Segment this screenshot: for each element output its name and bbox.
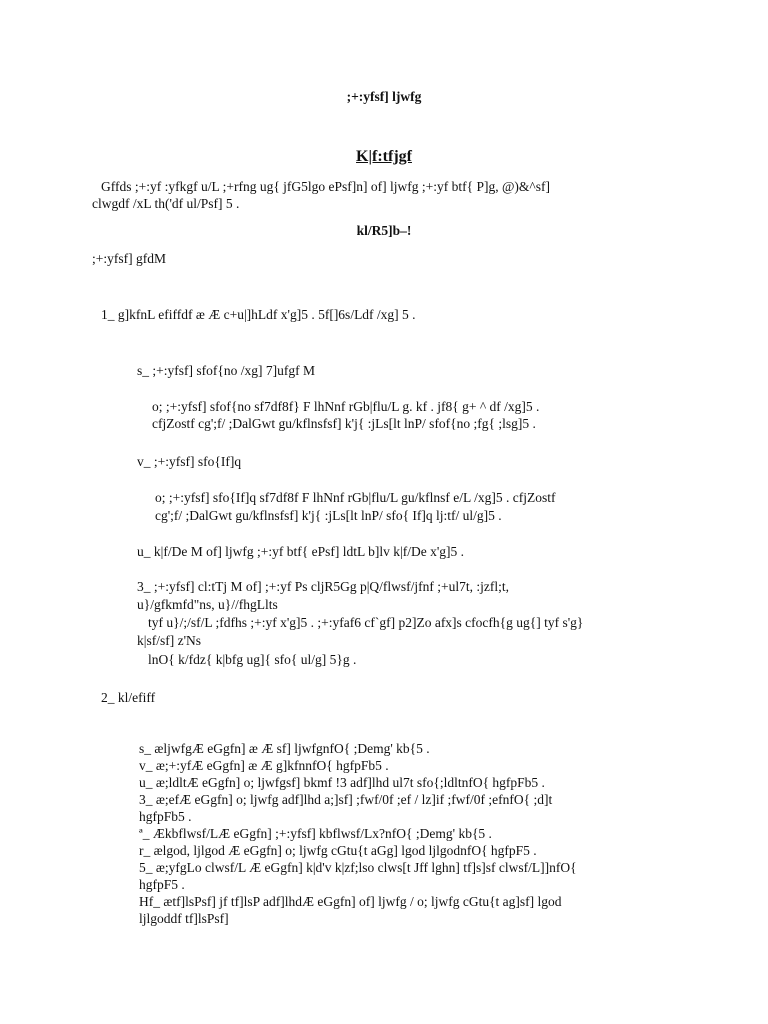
- definition-line-4: 3_ æ;efÆ eGgfn] o; ljwfg adf]lhd a;]sf] ;fwf/0f ;ef / lz]if ;fwf/0f ;efnfO{ ;d]t: [139, 792, 553, 807]
- clause-commencement: u_ k|f/De M of] ljwfg ;+:yf btf{ ePsf] ldtL b]lv k|f/De x'g]5 .: [137, 544, 464, 559]
- organization-name-label: ;+:yfsf] gfdM: [92, 251, 166, 266]
- document-title: ;+:yfsf] ljwfg: [346, 89, 422, 104]
- existence-line-3: tyf u}/;/sf/L ;fdfhs ;+:yf x'g]5 . ;+:yfaf6 cf`gf] p2]Zo afx]s cfocfh{g ug{] tyf s'g}: [148, 615, 584, 630]
- clause-work-area: v_ ;+:yfsf] sfo{If]q: [137, 454, 242, 469]
- section-1-title: 1_ g]kfnL efiffdf æ Æ c+u|]hLdf x'g]5 . 5f[]6s/Ldf /xg] 5 .: [101, 307, 416, 322]
- definition-line-6: ª_ Ækbflwsf/LÆ eGgfn] ;+:yfsf] kbflwsf/Lx?nfO{ ;Demg' kb{5 .: [139, 826, 492, 841]
- office-line-2: cfjZostf cg';f/ ;DalGwt gu/kflnsfsf] k'j{ :jLs[lt lnP/ sfof{no ;fg{ ;lsg]5 .: [152, 416, 536, 431]
- part-heading: kl/R5]b–!: [356, 223, 412, 238]
- definition-line-8: 5_ æ;yfgLo clwsf/L Æ eGgfn] k|d'v k|zf;lso clws[t Jff lghn] tf]s]sf clwsf/L]]nfO{: [139, 860, 577, 875]
- work-area-line-1: o; ;+:yfsf] sfo{If]q sf7df8f F lhNnf rGb|flu/L gu/kflnsf e/L /xg]5 . cfjZostf: [155, 490, 556, 505]
- existence-line-2: u}/gfkmfd"ns, u}//fhgLlts: [137, 597, 278, 612]
- definition-line-5: hgfpFb5 .: [139, 809, 192, 824]
- intro-line-2: clwgdf /xL th('df ul/Psf] 5 .: [92, 196, 240, 211]
- definition-line-1: s_ æljwfgÆ eGgfn] æ Æ sf] ljwfgnfO{ ;Demg' kb{5 .: [139, 741, 430, 756]
- office-line-1: o; ;+:yfsf] sfof{no sf7df8f} F lhNnf rGb|flu/L g. kf . jf8{ g+ ^ df /xg]5 .: [152, 399, 540, 414]
- existence-line-5: lnO{ k/fdz{ k|bfg ug]{ sfo{ ul/g] 5}g .: [148, 652, 357, 667]
- existence-line-1: 3_ ;+:yfsf] cl:tTj M of] ;+:yf Ps cljR5Gg p|Q/flwsf/jfnf ;+ul7t, :jzfl;t,: [137, 579, 510, 594]
- clause-office-address: s_ ;+:yfsf] sfof{no /xg] 7]ufgf M: [137, 363, 315, 378]
- definition-line-2: v_ æ;+:yfÆ eGgfn] æ Æ g]kfnnfO{ hgfpFb5 .: [139, 758, 389, 773]
- section-2-title: 2_ kl/efiff: [101, 690, 156, 705]
- intro-line-1: Gffds ;+:yf :yfkgf u/L ;+rfng ug{ jfG5lgo ePsf]n] of] ljwfg ;+:yf btf{ P]g, @)&^sf]: [101, 179, 551, 194]
- work-area-line-2: cg';f/ ;DalGwt gu/kflnsfsf] k'j{ :jLs[lt lnP/ sfo{ If]q lj:tf/ ul/g]5 .: [155, 508, 502, 523]
- existence-line-4: k|sf/sf] z'Ns: [137, 633, 201, 648]
- definition-line-7: r_ ælgod, ljlgod Æ eGgfn] o; ljwfg cGtu{t aGg] lgod ljlgodnfO{ hgfpF5 .: [139, 843, 537, 858]
- definition-line-11: ljlgoddf tf]lsPsf]: [139, 911, 229, 926]
- preface-heading: K|f:tfjgf: [356, 148, 412, 165]
- definition-line-10: Hf_ ætf]lsPsf] jf tf]lsP adf]lhdÆ eGgfn] of] ljwfg / o; ljwfg cGtu{t ag]sf] lgod: [139, 894, 562, 909]
- definition-line-3: u_ æ;ldltÆ eGgfn] o; ljwfgsf] bkmf !3 adf]lhd ul7t sfo{;ldltnfO{ hgfpFb5 .: [139, 775, 545, 790]
- definition-line-9: hgfpF5 .: [139, 877, 185, 892]
